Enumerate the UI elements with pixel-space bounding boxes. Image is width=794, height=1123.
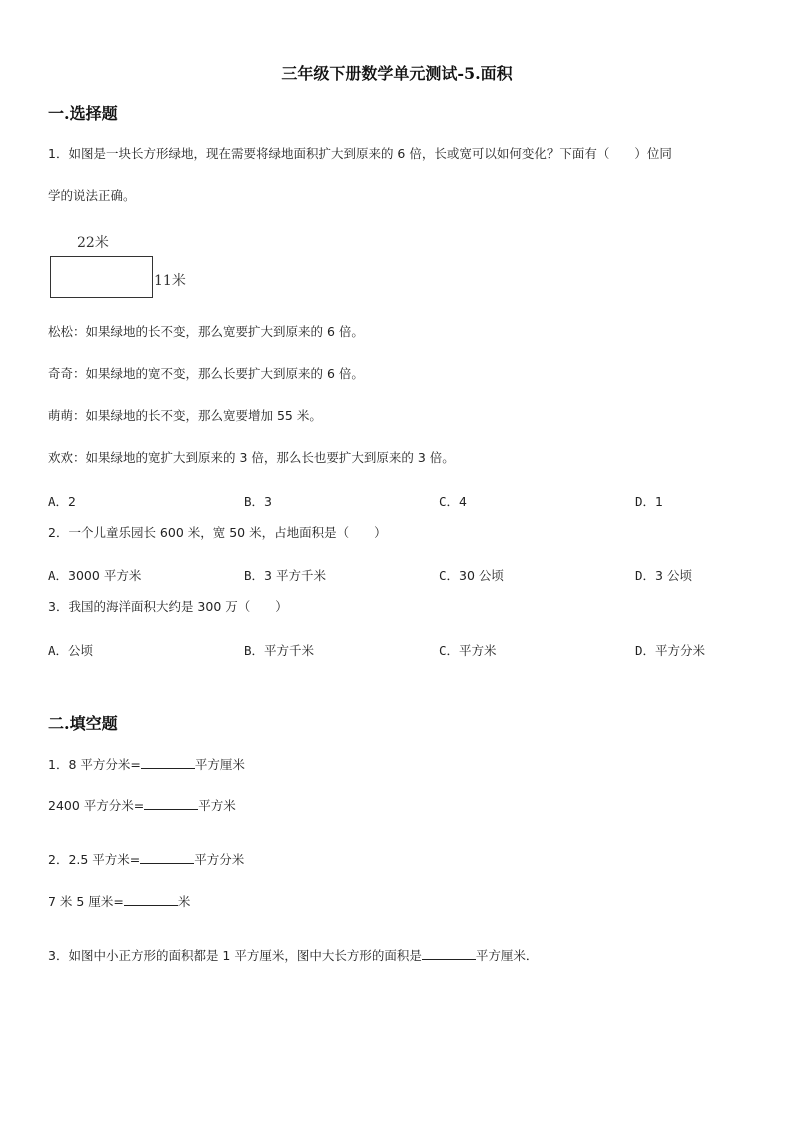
q3-option-b[interactable]: B．平方千米	[244, 643, 315, 658]
section-heading-choice: 一.选择题	[48, 104, 118, 123]
section-heading-fill: 二.填空题	[48, 714, 118, 733]
answer-blank[interactable]	[141, 756, 195, 769]
fill-item-3: 2．2.5 平方米= 平方分米	[48, 852, 245, 867]
q3-option-c[interactable]: C．平方米	[439, 643, 497, 658]
question-1-line-2: 学的说法正确。	[48, 188, 136, 203]
fill-item-4: 7 米 5 厘米= 米	[48, 894, 191, 909]
answer-blank[interactable]	[144, 797, 198, 810]
green-field-rectangle	[50, 256, 153, 298]
figure-length-label: 22米	[77, 235, 109, 251]
question-3: 3．我国的海洋面积大约是 300 万（ ）	[48, 599, 288, 614]
q1-option-a[interactable]: A．2	[48, 494, 76, 509]
q2-option-d[interactable]: D．3 公顷	[635, 568, 692, 583]
statement-qiqi: 奇奇：如果绿地的宽不变，那么长要扩大到原来的 6 倍。	[48, 366, 364, 381]
q3-option-a[interactable]: A．公顷	[48, 643, 94, 658]
page-title: 三年级下册数学单元测试-5.面积	[281, 64, 513, 83]
figure-width-label: 11米	[154, 273, 186, 289]
q2-option-c[interactable]: C．30 公顷	[439, 568, 504, 583]
rectangle-figure	[49, 232, 199, 302]
fill-item-5: 3．如图中小正方形的面积都是 1 平方厘米，图中大长方形的面积是 平方厘米．	[48, 948, 539, 963]
q1-option-b[interactable]: B．3	[244, 494, 272, 509]
fill-item-2: 2400 平方分米= 平方米	[48, 798, 236, 813]
answer-blank[interactable]	[124, 893, 178, 906]
q1-option-c[interactable]: C．4	[439, 494, 467, 509]
q2-option-a[interactable]: A．3000 平方米	[48, 568, 142, 583]
statement-songsong: 松松：如果绿地的长不变，那么宽要扩大到原来的 6 倍。	[48, 324, 364, 339]
statement-mengmeng: 萌萌：如果绿地的长不变，那么宽要增加 55 米。	[48, 408, 322, 423]
question-2: 2．一个儿童乐园长 600 米，宽 50 米，占地面积是（ ）	[48, 525, 387, 540]
fill-item-1: 1．8 平方分米= 平方厘米	[48, 757, 245, 772]
answer-blank[interactable]	[140, 851, 194, 864]
question-1-line-1: 1．如图是一块长方形绿地，现在需要将绿地面积扩大到原来的 6 倍，长或宽可以如何变化？下面有（ ）位同	[48, 146, 672, 161]
q3-option-d[interactable]: D．平方分米	[635, 643, 706, 658]
statement-huanhuan: 欢欢：如果绿地的宽扩大到原来的 3 倍，那么长也要扩大到原来的 3 倍。	[48, 450, 455, 465]
answer-blank[interactable]	[422, 947, 476, 960]
q1-option-d[interactable]: D．1	[635, 494, 663, 509]
q2-option-b[interactable]: B．3 平方千米	[244, 568, 326, 583]
